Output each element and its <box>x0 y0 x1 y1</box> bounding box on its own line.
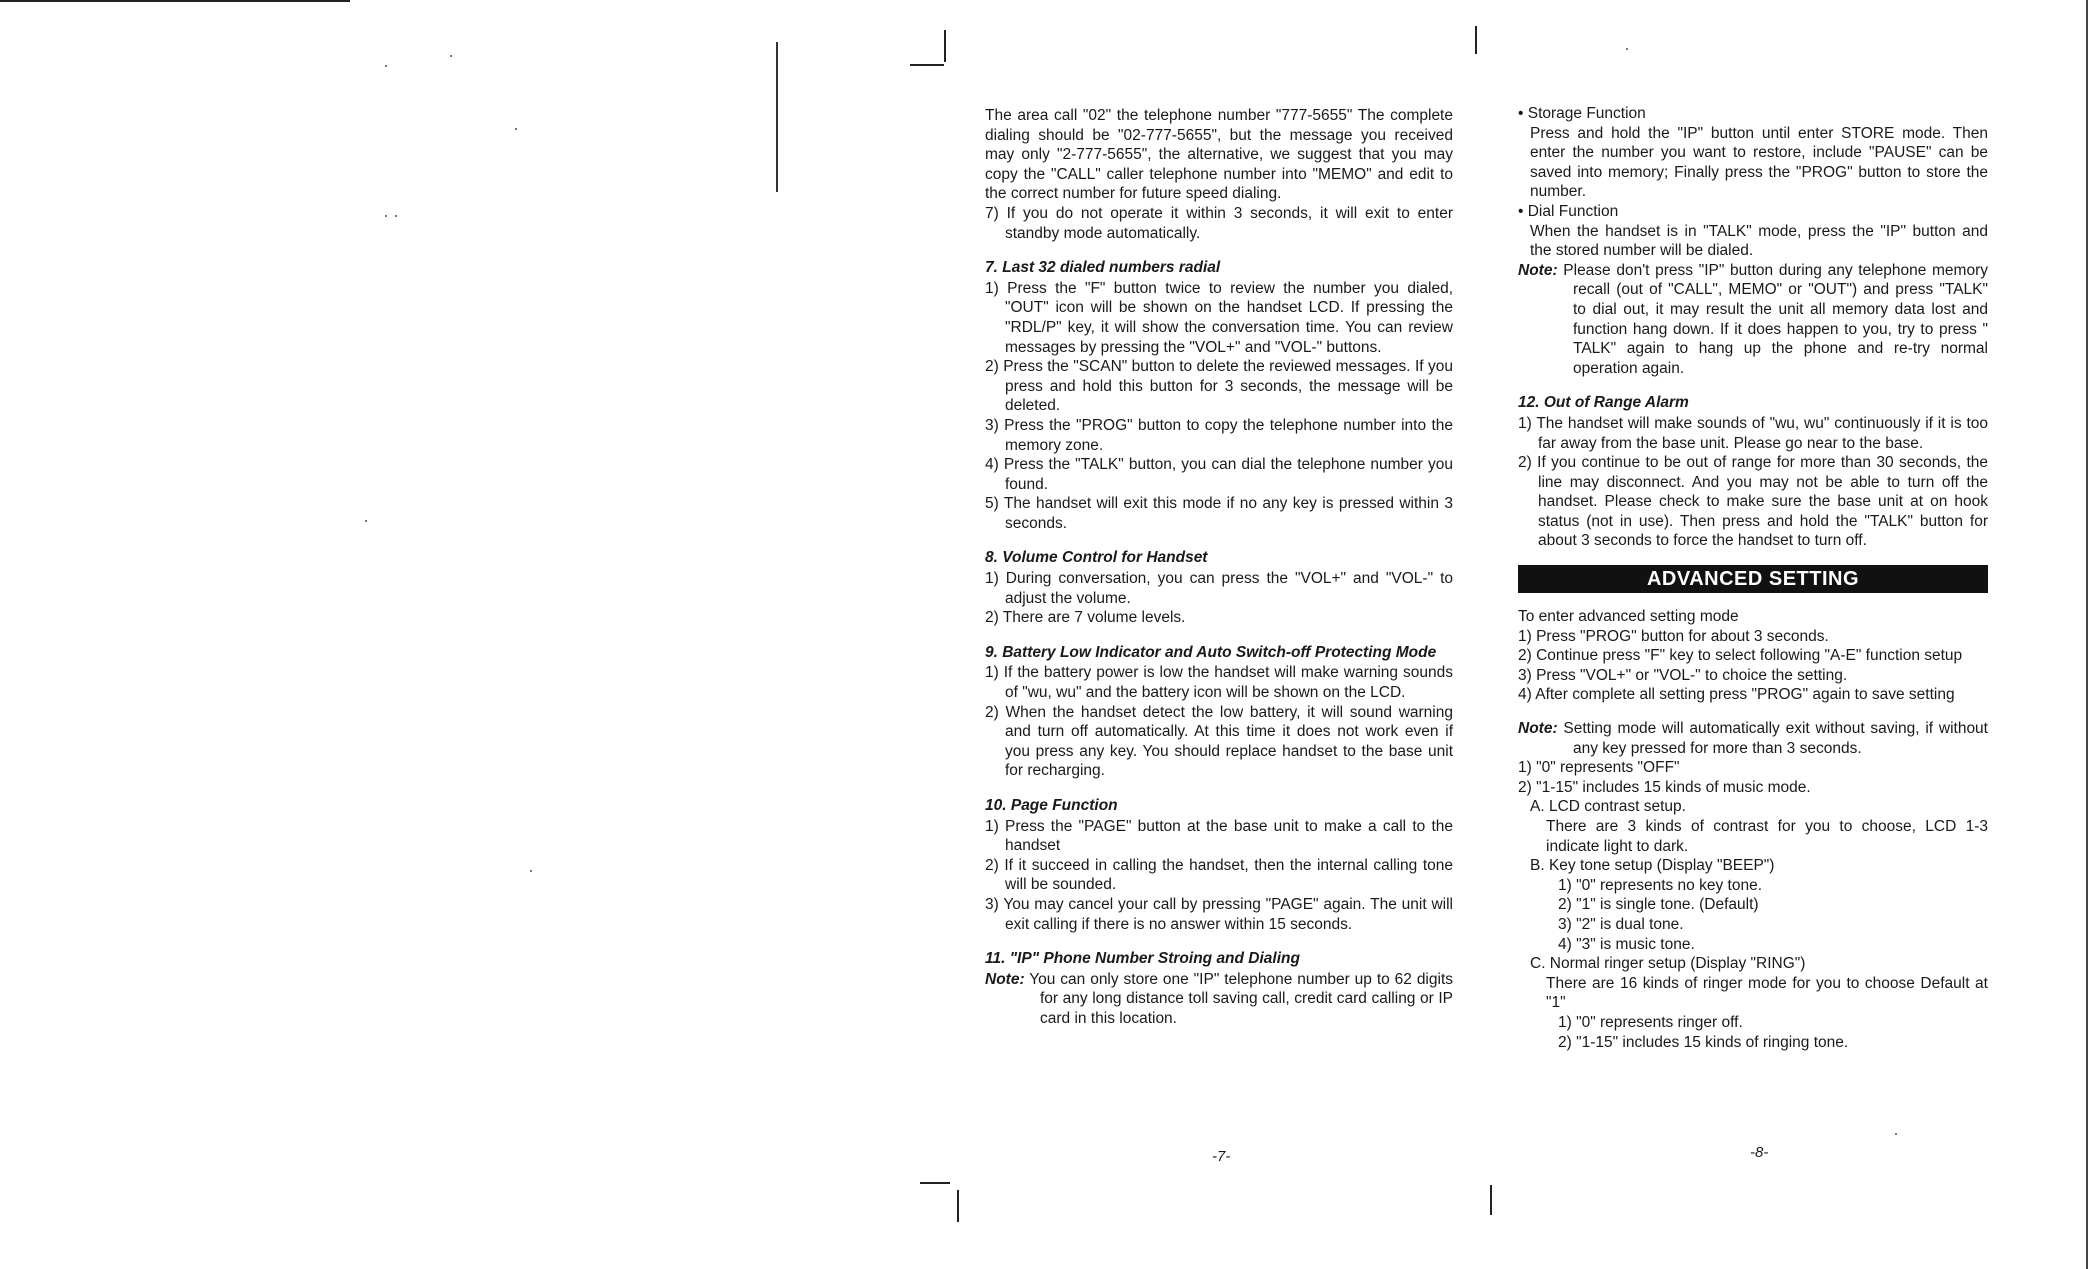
paragraph: 1) If the battery power is low the handset will make warning sounds of "wu, wu" and the battery icon will be shown on the LCD. <box>985 664 1453 702</box>
page-7-column <box>985 106 1453 1029</box>
paragraph: 5) The handset will exit this mode if no any key is pressed within 3 seconds. <box>985 495 1453 532</box>
note-text: Setting mode will automatically exit without saving, if without any key pressed for more than 3 seconds. <box>1557 720 1988 757</box>
page-number-7: -7- <box>1212 1148 1231 1165</box>
scan-speck <box>515 128 517 130</box>
paragraph: 1) Press "PROG" button for about 3 seconds. <box>1518 627 1829 645</box>
crop-mark-top-left-v <box>944 30 946 62</box>
paragraph: 2) If you continue to be out of range for more than 30 seconds, the line may disconnect. And you may not be able to turn off the handset. Please check to make sure the base unit at on hook status (not in use). Then press and hold the "TALK" button for about 3 seconds to force the handset to turn off. <box>1518 454 1988 550</box>
note-paragraph <box>1518 719 1988 758</box>
note-label: Note: <box>1518 720 1558 738</box>
crop-mark-bottom-left-h <box>920 1182 950 1184</box>
paragraph: 1) Press the "F" button twice to review the number you dialed, "OUT" icon will be shown on the handset LCD. If pressing the "RDL/P" key, it will show the conversation time. You can review messages by pressing the "VOL+" and "VOL-" buttons. <box>985 279 1453 356</box>
section-heading: 9. Battery Low Indicator and Auto Switch-off Protecting Mode <box>985 643 1437 661</box>
note-paragraph <box>1518 261 1988 379</box>
note-paragraph <box>985 970 1453 1029</box>
paragraph: 1) "0" represents "OFF" <box>1518 759 1680 777</box>
crop-mark-top-right-v <box>1475 26 1477 54</box>
section-heading: 7. Last 32 dialed numbers radial <box>985 259 1221 277</box>
paragraph: The area call "02" the telephone number "777-5655" The complete dialing should be "02-777-5655", but the message you received may only "2-777-5655", the alternative, we suggest that you may copy the "CALL" caller telephone number into "MEMO" and edit to the correct number for future speed dialing. <box>985 107 1453 203</box>
note-text: Please don't press "IP" button during any telephone memory recall (out of "CALL", MEMO" or "OUT") and press "TALK" to dial out, it may result the unit all memory data lost and function hang down. If it does happen to you, try to press " TALK" again to hang up the phone and re-try normal operation again. <box>1557 261 1988 377</box>
section-heading: 12. Out of Range Alarm <box>1518 394 1689 412</box>
scan-speck <box>1626 48 1628 50</box>
paragraph: 4) Press the "TALK" button, you can dial the telephone number you found. <box>985 456 1453 493</box>
paragraph: 2) "1-15" includes 15 kinds of ringing tone. <box>1558 1033 1849 1051</box>
note-label: Note: <box>985 970 1025 988</box>
right-edge-rule <box>2086 0 2088 1269</box>
section-heading: 10. Page Function <box>985 797 1118 814</box>
paragraph: 2) "1-15" includes 15 kinds of music mode. <box>1518 778 1811 796</box>
crop-mark-bottom-right-v <box>1490 1185 1492 1215</box>
paragraph: C. Normal ringer setup (Display "RING") <box>1530 955 1806 973</box>
paragraph: 2) There are 7 volume levels. <box>985 609 1186 627</box>
section-heading: 8. Volume Control for Handset <box>985 549 1208 567</box>
section-banner: ADVANCED SETTING <box>1518 565 1988 593</box>
paragraph: 1) "0" represents ringer off. <box>1558 1013 1743 1031</box>
scan-speck <box>365 520 367 522</box>
paragraph: 4) "3" is music tone. <box>1558 935 1695 953</box>
crop-mark-top-left-h <box>910 64 944 66</box>
top-left-rule <box>0 0 350 2</box>
page-number-8: -8- <box>1750 1144 1769 1161</box>
section-heading: 11. "IP" Phone Number Stroing and Dialing <box>985 950 1300 968</box>
paragraph: 3) You may cancel your call by pressing "PAGE" again. The unit will exit calling if there is no answer within 15 seconds. <box>985 895 1453 933</box>
note-label: Note: <box>1518 261 1558 279</box>
paragraph: 1) During conversation, you can press the "VOL+" and "VOL-" to adjust the volume. <box>985 570 1453 607</box>
page-8-column <box>1518 104 1988 1052</box>
scan-speck <box>530 870 532 872</box>
paragraph: Press and hold the "IP" button until enter STORE mode. Then enter the number you want to restore, include "PAUSE" can be saved into memory; Finally press the "PROG" button to store the number. <box>1530 124 1988 201</box>
spacer <box>1518 705 1988 719</box>
paragraph: 2) Continue press "F" key to select following "A-E" function setup <box>1518 647 1963 665</box>
paragraph: When the handset is in "TALK" mode, press the "IP" button and the stored number will be dialed. <box>1530 222 1988 260</box>
paragraph: 3) Press the "PROG" button to copy the telephone number into the memory zone. <box>985 416 1453 454</box>
scan-speck <box>395 215 397 217</box>
paragraph: 2) If it succeed in calling the handset, then the internal calling tone will be sounded. <box>985 856 1453 894</box>
paragraph: There are 16 kinds of ringer mode for you to choose Default at "1" <box>1546 974 1988 1012</box>
paragraph: 3) Press "VOL+" or "VOL-" to choice the setting. <box>1518 666 1848 684</box>
paragraph: 3) "2" is dual tone. <box>1558 915 1684 933</box>
paragraph: 2) "1" is single tone. (Default) <box>1558 896 1759 914</box>
paragraph: 2) Press the "SCAN" button to delete the reviewed messages. If you press and hold this button for 3 seconds, the message will be deleted. <box>985 358 1453 415</box>
paragraph: 7) If you do not operate it within 3 seconds, it will exit to enter standby mode automatically. <box>985 204 1453 242</box>
scan-speck <box>450 55 452 57</box>
paragraph: There are 3 kinds of contrast for you to choose, LCD 1-3 indicate light to dark. <box>1546 818 1988 855</box>
paragraph: A. LCD contrast setup. <box>1530 798 1686 816</box>
note-text: You can only store one "IP" telephone number up to 62 digits for any long distance toll saving call, credit card calling or IP card in this location. <box>1024 970 1453 1027</box>
paragraph: • Storage Function <box>1518 105 1646 122</box>
crop-mark-bottom-left-v <box>957 1190 959 1222</box>
scan-speck <box>385 215 387 217</box>
paragraph: 1) The handset will make sounds of "wu, wu" continuously if it is too far away from the base unit. Please go near to the base. <box>1518 414 1988 452</box>
paragraph: • Dial Function <box>1518 202 1619 220</box>
paragraph: 4) After complete all setting press "PROG" again to save setting <box>1518 686 1955 704</box>
paragraph: 2) When the handset detect the low battery, it will sound warning and turn off automatically. At this time it does not work even if you press any key. You should replace handset to the base unit for recharging. <box>985 703 1453 780</box>
crop-mark-left-vertical <box>776 42 778 192</box>
scan-speck <box>1895 1133 1897 1135</box>
paragraph: To enter advanced setting mode <box>1518 608 1739 626</box>
scan-speck <box>385 65 387 67</box>
paragraph: B. Key tone setup (Display "BEEP") <box>1530 857 1775 875</box>
paragraph: 1) Press the "PAGE" button at the base unit to make a call to the handset <box>985 817 1453 855</box>
paragraph: 1) "0" represents no key tone. <box>1558 876 1763 894</box>
